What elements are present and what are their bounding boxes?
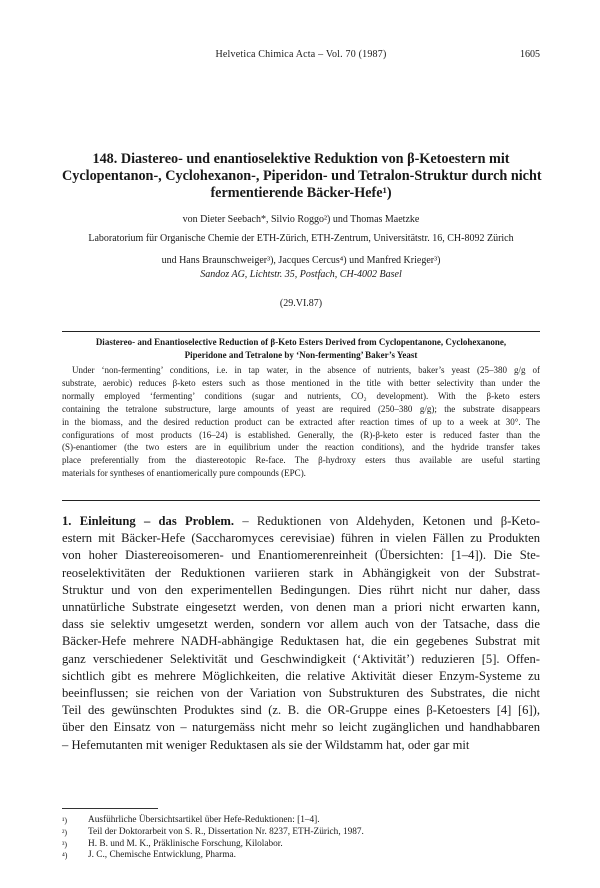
body-line bbox=[62, 513, 540, 530]
footnotes bbox=[62, 815, 540, 862]
footnote bbox=[62, 827, 540, 839]
body-line: – Hefemutanten mit weniger Reduktasen als sie der Wildstamm hat, oder gar mit bbox=[62, 737, 470, 752]
body-line: von hoher Diastereoisomeren- und Enantiomerenreinheit (Übersichten: [1–4]). Die Ste- bbox=[62, 548, 540, 563]
page-number: 1605 bbox=[520, 49, 540, 60]
footnote bbox=[62, 839, 540, 851]
body-line: Struktur und von den experimentellen Bedingungen. Dies rührt nicht nur daher, dass bbox=[62, 582, 540, 597]
abstract-line: place preferentially from the diastereotopic Re-face. The β-hydroxy esters thus available are useful starting bbox=[62, 455, 540, 466]
abstract bbox=[62, 364, 540, 480]
author-list-eth: von Dieter Seebach*, Silvio Roggo²) und Thomas Maetzke bbox=[182, 214, 420, 225]
footnote-text: H. B. und M. K., Präklinische Forschung, Kilolabor. bbox=[88, 838, 283, 849]
title-line: 148. Diastereo- und enantioselektive Reduktion von β-Ketoestern mit bbox=[92, 151, 510, 167]
footnote-mark: ⁴) bbox=[62, 851, 68, 861]
affiliation-eth: Laboratorium für Organische Chemie der ETH-Zürich, ETH-Zentrum, Universitätstr. 16, CH-8092 Zürich bbox=[88, 233, 514, 244]
body-line: Teil des gewünschten Produktes sind (z. B. die OR-Gruppe eines β-Ketoesters [4] [6]), bbox=[62, 703, 540, 718]
abstract-bottom-rule bbox=[62, 500, 540, 501]
body-line-text: – Reduktionen von Aldehyden, Ketonen und β-Keto- bbox=[242, 514, 540, 528]
body-line: über den Einsatz von – naturgemäss nicht mehr so leicht zugänglichen und handhabbaren bbox=[62, 720, 540, 735]
received-date: (29.VI.87) bbox=[279, 298, 323, 309]
body-line: reoselektivitäten der Reduktionen variieren stark in Abhängigkeit von der Substrat- bbox=[62, 565, 540, 580]
body-line: sichtlich gibt es mehrere Möglichkeiten, die relative Aktivität dieser Enzym-Systeme zu bbox=[62, 668, 540, 683]
body-text bbox=[62, 513, 540, 754]
abstract-title-line: Piperidone and Tetralone by ‘Non-fermenting’ Baker’s Yeast bbox=[184, 350, 418, 360]
abstract-line: materials for syntheses of enantiomerically pure compounds (EPC). bbox=[62, 468, 306, 479]
footnote bbox=[62, 815, 540, 827]
footnote-text: Teil der Doktorarbeit von S. R., Dissertation Nr. 8237, ETH-Zürich, 1987. bbox=[88, 826, 364, 837]
abstract-top-rule bbox=[62, 331, 540, 332]
footnote-text: J. C., Chemische Entwicklung, Pharma. bbox=[88, 850, 236, 861]
footnote-rule bbox=[62, 808, 158, 809]
body-line: dass sie selektiv umgesetzt werden, sondern vor allem auch von der Tatsache, dass die bbox=[62, 617, 540, 632]
abstract-title bbox=[62, 336, 540, 362]
footnote-text: Ausführliche Übersichtsartikel über Hefe-Reduktionen: [1–4]. bbox=[88, 815, 320, 825]
body-line: ganz verschiedener Selektivität und Geschwindigkeit (‘Aktivität’) reduzieren [5]. Offen- bbox=[62, 651, 540, 666]
abstract-line: in the biomass, and the desired reduction product can be extracted after reaction times of up to a week at 30°. The bbox=[62, 416, 540, 427]
title-line: Cyclopentanon-, Cyclohexanon-, Piperidon- und Tetralon-Struktur durch nicht bbox=[62, 168, 542, 184]
author-list-sandoz: und Hans Braunschweiger³), Jacques Cercus⁴) und Manfred Krieger³) bbox=[161, 255, 441, 266]
section-heading: 1. Einleitung – das Problem. bbox=[62, 514, 235, 528]
footnote-mark: ²) bbox=[62, 827, 68, 837]
article-title bbox=[62, 151, 540, 202]
affiliation-sandoz: Sandoz AG, Lichtstr. 35, Postfach, CH-4002 Basel bbox=[200, 269, 402, 280]
abstract-line: (S)-enantiomer (the two esters are in equilibrium under the reaction conditions), and the hydride transfer takes bbox=[62, 442, 540, 453]
running-head bbox=[62, 49, 540, 63]
body-line: beeinflussen; sie reichen von der Variation von Substrukturen des Substrates, die nicht bbox=[62, 686, 540, 701]
abstract-line: Under ‘non-fermenting’ conditions, i.e. in tap water, in the absence of nutrients, baker’s yeast (25–380 g/g of bbox=[72, 365, 540, 375]
body-line: Bäcker-Hefe mehrere NADH-abhängige Reduktasen hat, die ein gegebenes Substrat mit bbox=[62, 634, 540, 649]
footnote-mark: ¹) bbox=[62, 816, 68, 825]
body-line: estern mit Bäcker-Hefe (Saccharomyces cerevisiae) führen in vielen Fällen zu Produkten bbox=[62, 531, 540, 546]
abstract-line: substrate, aerobic) reduces β-keto esters such as those mentioned in the title with better selectivity than under the bbox=[62, 377, 540, 388]
abstract-line: containing the tetralone substructure, large amounts of yeast are required (250–380 g/g); the substrate disappears bbox=[62, 403, 540, 414]
abstract-line: normally employed ‘fermenting’ conditions (sugar and nutrients, CO₂ development). With the β-keto esters bbox=[62, 390, 540, 401]
title-line: fermentierende Bäcker-Hefe¹) bbox=[210, 185, 392, 201]
body-line: unnatürliche Substrate eingesetzt werden, von denen man a priori nicht erwarten kann, bbox=[62, 600, 540, 615]
abstract-line: configurations of most products (16–24) is established. Generally, the (R)-β-keto ester is reduced faster than the bbox=[62, 429, 540, 440]
footnote bbox=[62, 850, 540, 862]
journal-citation: Helvetica Chimica Acta – Vol. 70 (1987) bbox=[215, 49, 387, 60]
abstract-title-line: Diastereo- and Enantioselective Reduction of β-Keto Esters Derived from Cyclopentanone, Cyclohexanone, bbox=[95, 337, 507, 347]
footnote-mark: ³) bbox=[62, 839, 68, 849]
